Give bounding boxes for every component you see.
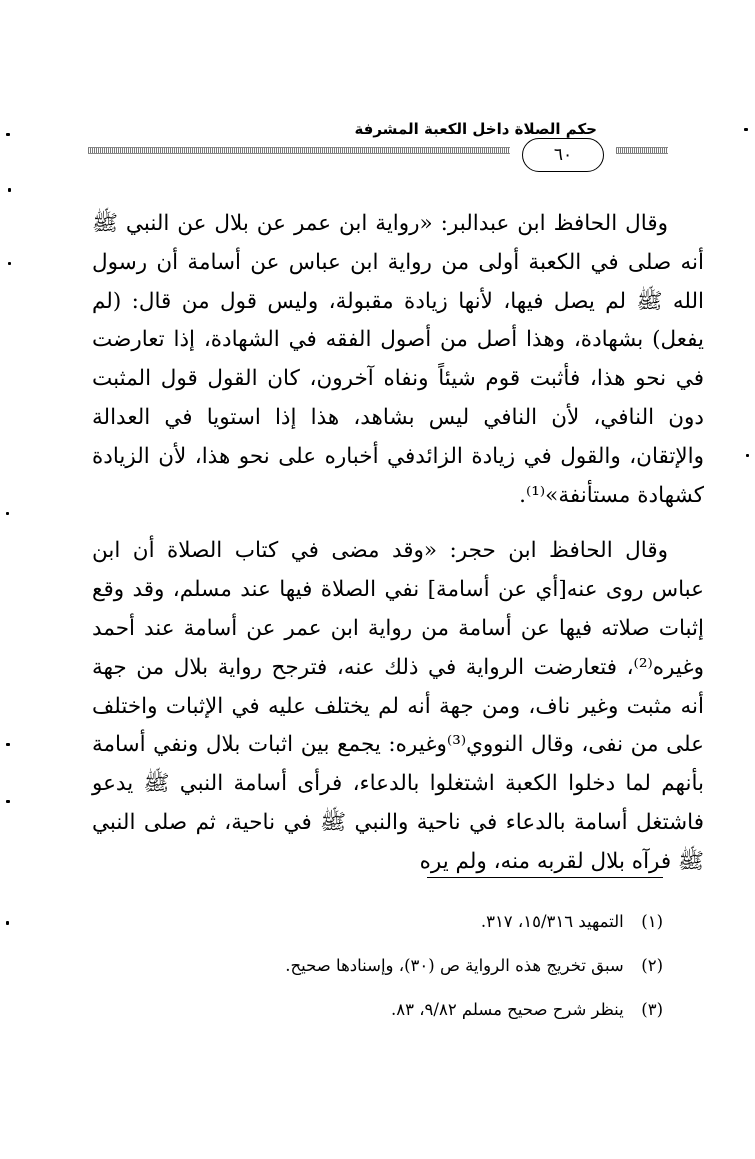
scan-mark [6, 743, 10, 746]
paragraph: وقال الحافظ ابن حجر: «وقد مضى في كتاب الصلاة أن ابن عباس روى عنه[أي عن أسامة] نفي الصلاة فيها عند مسلم، وقد وقع إثبات صلاته فيها عن أسامة من رواية ابن عمر عن أسامة عند أحمد وغيره⁽²⁾، فتعارضت الرواية في ذلك عنه، فترجح رواية بلال من جهة أنه مثبت وغير ناف، ومن جهة أنه لم يختلف عليه في الإثبات واختلف على من نفى، وقال النووي⁽³⁾وغيره: يجمع بين اثبات بلال ونفي أسامة بأنهم لما دخلوا الكعبة اشتغلوا بالدعاء، فرأى أسامة النبي ﷺ يدعو فاشتغل أسامة بالدعاء في ناحية والنبي ﷺ في ناحية، ثم صلى النبي ﷺ فرآه بلال لقربه منه، ولم يره [92, 538, 705, 874]
footnote-number: (٢) [641, 956, 663, 975]
footnote-number: (١) [641, 912, 663, 931]
scan-mark [746, 454, 749, 457]
header-rule [616, 147, 668, 154]
footnote-item [83, 900, 663, 944]
scan-mark [8, 188, 11, 192]
footnote-number: (٣) [641, 1000, 663, 1019]
footnote-text: ينظر شرح صحيح مسلم ٩/٨٢، ٨٣. [390, 1000, 624, 1019]
footnotes [83, 900, 663, 1032]
footnote-text: سبق تخريج هذه الرواية ص (٣٠)، وإسنادها صحيح. [285, 956, 624, 975]
body-text [92, 205, 704, 882]
footnote-divider [427, 877, 663, 878]
paragraph: وقال الحافظ ابن عبدالبر: «رواية ابن عمر عن بلال عن النبي ﷺ أنه صلى في الكعبة أولى من رواية ابن عباس عن أسامة أن رسول الله ﷺ لم يصل فيها، لأنها زيادة مقبولة، وليس قول من قال: (لم يفعل) بشهادة، وهذا أصل من أصول الفقه في الشهادة، إذا تعارضت في نحو هذا، فأثبت قوم شيئاً ونفاه آخرون، كان القول قول المثبت دون النافي، لأن النافي ليس بشاهد، هذا إذا استويا في العدالة والإتقان، والقول في زيادة الزائدفي أخباره على نحو هذا، لأن الزيادة كشهادة مستأنفة»⁽¹⁾. [92, 211, 704, 508]
header-rule [88, 147, 510, 154]
running-header-title: حكم الصلاة داخل الكعبة المشرفة [354, 120, 597, 138]
scan-mark [6, 800, 10, 803]
scan-mark [6, 512, 9, 515]
scan-mark [8, 262, 11, 265]
scan-mark [744, 128, 748, 131]
footnote-text: التمهيد ١٥/٣١٦، ٣١٧. [480, 912, 624, 931]
scan-mark [6, 133, 10, 136]
scan-mark [6, 921, 9, 925]
page-number: ٦٠ [522, 138, 604, 172]
footnote-item [83, 944, 663, 988]
footnote-item [83, 988, 663, 1032]
